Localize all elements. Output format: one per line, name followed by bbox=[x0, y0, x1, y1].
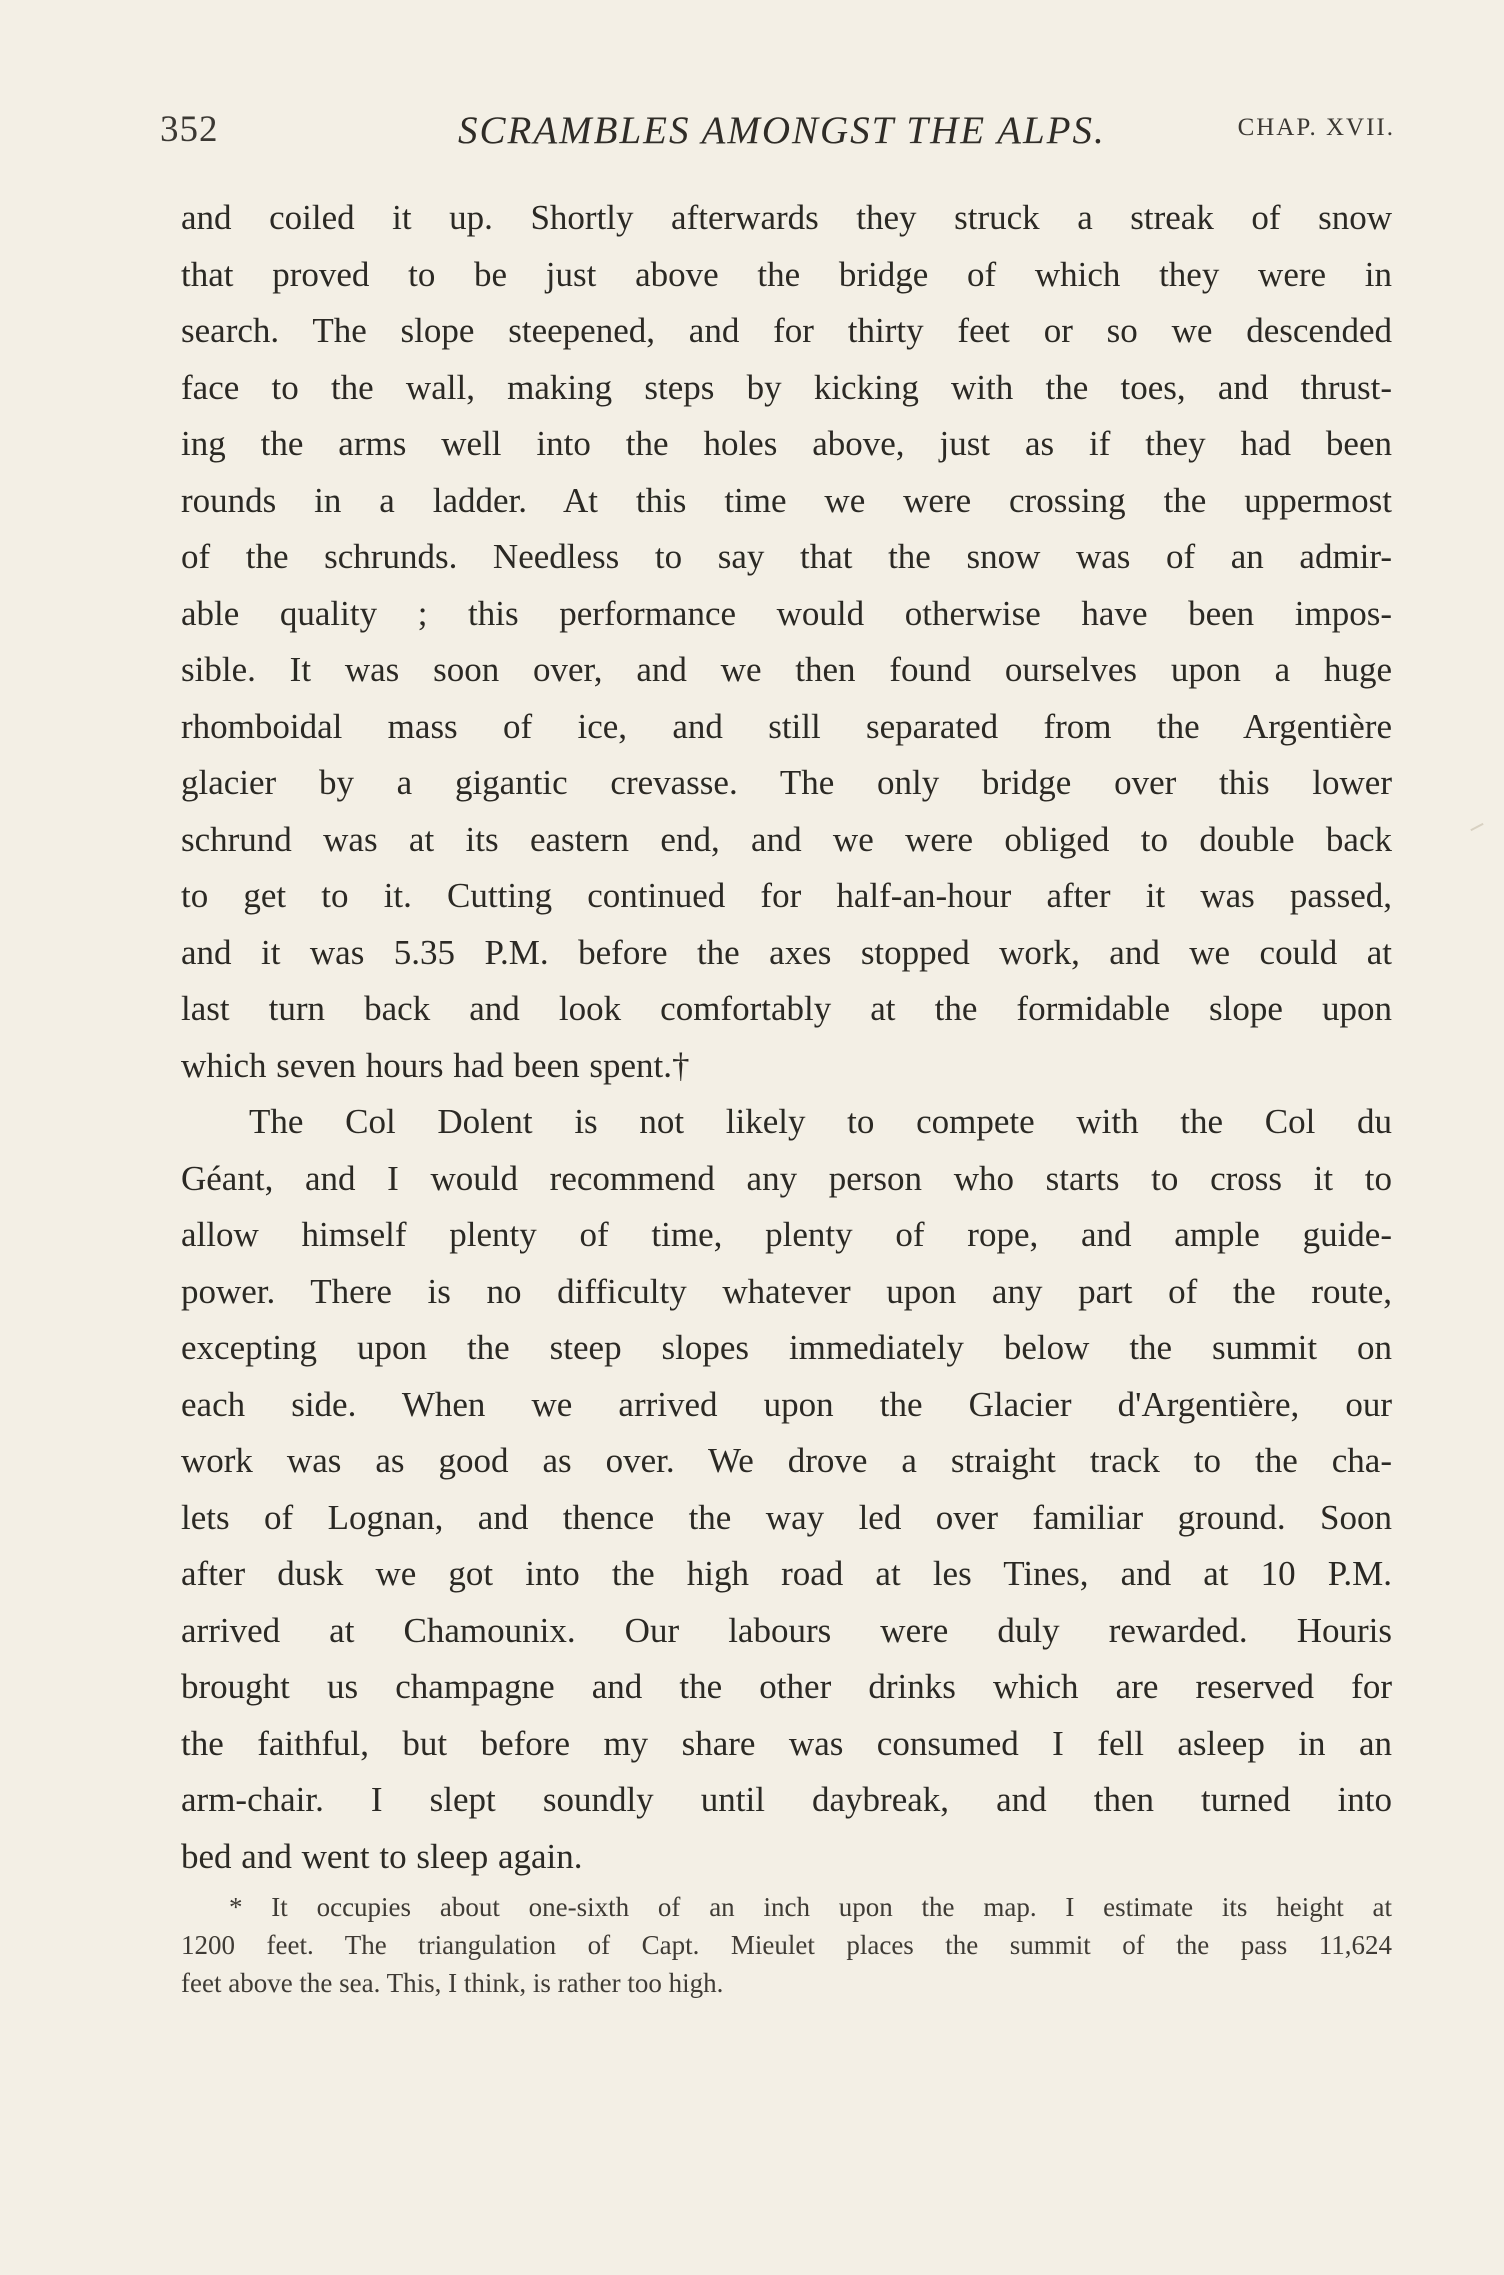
text-line: that proved to be just above the bridge of which they were in bbox=[181, 254, 1392, 294]
text-line: arrived at Chamounix. Our labours were duly rewarded. Houris bbox=[181, 1610, 1392, 1650]
text-line: sible. It was soon over, and we then found ourselves upon a huge bbox=[181, 650, 1392, 689]
text-line: ing the arms well into the holes above, just as if they had been bbox=[181, 424, 1392, 463]
text-line: arm-chair. I slept soundly until daybreak, and then turned into bbox=[181, 1780, 1392, 1819]
text-line: to get to it. Cutting continued for half-an-hour after it was passed, bbox=[181, 876, 1392, 915]
text-line: lets of Lognan, and thence the way led over familiar ground. Soon bbox=[181, 1497, 1392, 1537]
text-line: rounds in a ladder. At this time we were crossing the uppermost bbox=[181, 480, 1392, 520]
text-line: allow himself plenty of time, plenty of rope, and ample guide- bbox=[181, 1215, 1392, 1254]
text-line: excepting upon the steep slopes immediately below the summit on bbox=[181, 1328, 1392, 1367]
text-line: each side. When we arrived upon the Glacier d'Argentière, our bbox=[181, 1384, 1392, 1424]
footnote-line: * It occupies about one-sixth of an inch upon the map. I estimate its height at bbox=[229, 1892, 1392, 1922]
text-line: search. The slope steepened, and for thirty feet or so we descended bbox=[181, 311, 1392, 350]
text-line: after dusk we got into the high road at les Tines, and at 10 P.M. bbox=[181, 1554, 1392, 1593]
text-line: face to the wall, making steps by kicking with the toes, and thrust- bbox=[181, 367, 1392, 407]
text-line: Géant, and I would recommend any person who starts to cross it to bbox=[181, 1158, 1392, 1198]
text-line: bed and went to sleep again. bbox=[181, 1836, 583, 1876]
text-line: able quality ; this performance would otherwise have been impos- bbox=[181, 593, 1392, 633]
page-number: 352 bbox=[160, 109, 219, 150]
text-line: the faithful, but before my share was consumed I fell asleep in an bbox=[181, 1723, 1392, 1763]
footnote bbox=[181, 1888, 1392, 2002]
text-line: of the schrunds. Needless to say that the snow was of an admir- bbox=[181, 537, 1392, 576]
text-line: and it was 5.35 P.M. before the axes stopped work, and we could at bbox=[181, 932, 1392, 972]
text-line: schrund was at its eastern end, and we were obliged to double back bbox=[181, 819, 1392, 859]
chapter-label: CHAP. XVII. bbox=[1237, 114, 1395, 141]
text-line: and coiled it up. Shortly afterwards they struck a streak of snow bbox=[181, 198, 1392, 237]
footnote-line: feet above the sea. This, I think, is rather too high. bbox=[181, 1968, 724, 1998]
page-header bbox=[160, 108, 1395, 156]
text-line: last turn back and look comfortably at the formidable slope upon bbox=[181, 989, 1392, 1028]
text-line: rhomboidal mass of ice, and still separated from the Argentière bbox=[181, 706, 1392, 746]
text-line: brought us champagne and the other drinks which are reserved for bbox=[181, 1667, 1392, 1706]
text-line: power. There is no difficulty whatever upon any part of the route, bbox=[181, 1271, 1392, 1311]
body-text bbox=[181, 190, 1392, 1885]
text-line: glacier by a gigantic crevasse. The only bridge over this lower bbox=[181, 763, 1392, 802]
text-line: The Col Dolent is not likely to compete with the Col du bbox=[249, 1102, 1392, 1141]
text-line: work was as good as over. We drove a straight track to the cha- bbox=[181, 1441, 1392, 1480]
footnote-line: 1200 feet. The triangulation of Capt. Mieulet places the summit of the pass 11,624 bbox=[181, 1930, 1392, 1960]
running-title: SCRAMBLES AMONGST THE ALPS. bbox=[458, 109, 1106, 152]
text-line: which seven hours had been spent.† bbox=[181, 1045, 690, 1085]
paper-mark bbox=[1470, 823, 1483, 831]
